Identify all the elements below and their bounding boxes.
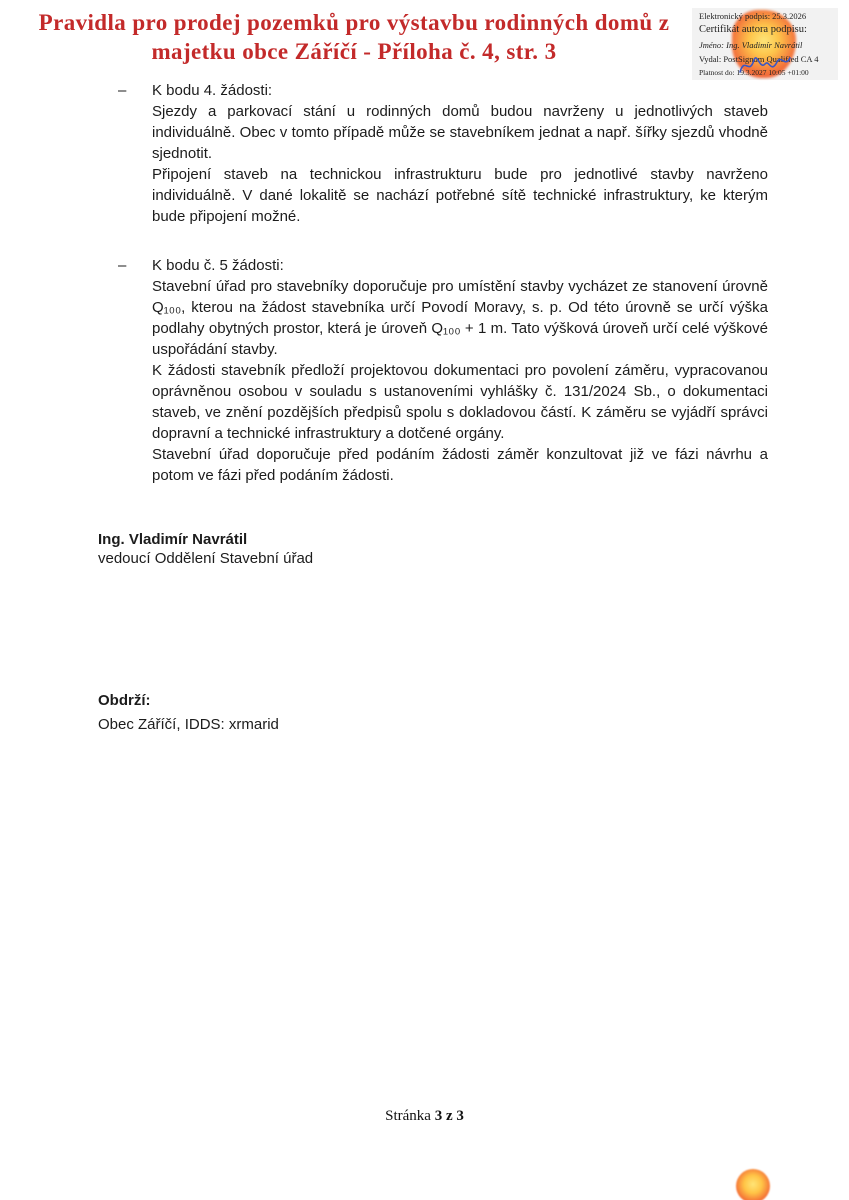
paragraph: Připojení staveb na technickou infrastrukturu bude pro jednotlivé stavby navrženo individuálně. V dané lokalitě se nachází potřebné sítě technické infrastruktury, ke kterým bude připojení možné. [152,166,768,225]
stamp-line-certificate: Certifikát autora podpisu: [699,24,807,35]
recipients-block [98,691,279,735]
footer-label: Stránka [385,1108,431,1124]
bullet-item-point-5 [118,255,768,486]
recipient-line: Obec Záříčí, IDDS: xrmarid [98,716,279,733]
paragraph: K žádosti stavebník předloží projektovou dokumentaci pro povolení záměru, vypracovanou oprávněnou osobou v souladu s ustanoveními vyhlášky č. 131/2024 Sb., o dokumentaci staveb, ve znění pozdějších předpisů spolu s dokladovou částí. K záměru se vyjádří správci dopravní a technické infrastruktury a dotčené orgány. [152,362,768,442]
page-number: 3 z 3 [434,1108,464,1124]
bullet-marker: – [118,82,127,99]
signature-block [98,530,313,568]
bullet-marker: – [118,257,127,274]
bullet-content [152,80,768,227]
stamp-line-signature-date: Elektronický podpis: 25.3.2026 [699,11,807,21]
page-footer [0,1108,849,1125]
electronic-signature-panel [692,8,838,80]
bullet-item-point-4 [118,80,768,227]
document-title: Pravidla pro prodej pozemků pro výstavbu rodinných domů z majetku obce Záříčí - Příloha č. 4, str. 3 [38,10,670,64]
page-bottom-seal-icon [736,1169,770,1200]
stamp-line-validity: Platnost do: 19.3.2027 10:05 +01:00 [699,68,809,77]
bullet-heading: K bodu č. 5 žádosti: [152,257,284,274]
bullet-heading: K bodu 4. žádosti: [152,82,273,99]
handwritten-signature-icon [736,50,794,80]
signer-name: Ing. Vladimír Navrátil [98,531,248,548]
bullet-content [152,255,768,486]
stamp-line-issuer: Vydal: PostSignum Qualified CA 4 [699,54,819,64]
paragraph: Stavební úřad doporučuje před podáním žádosti záměr konzultovat již ve fázi návrhu a potom ve fázi před podáním žádosti. [152,446,768,484]
stamp-line-name: Jméno: Ing. Vladimír Navrátil [699,40,803,50]
paragraph: Stavební úřad pro stavebníky doporučuje pro umístění stavby vycházet ze stanovení úrovně Q₁₀₀, kterou na žádost stavebníka určí Povodí Moravy, s. p. Od této úrovně se určí výška podlahy obytných prostor, která je úroveň Q₁₀₀ + 1 m. Tato výšková úroveň určí celé výškové uspořádání stavby. [152,278,768,358]
signer-role: vedoucí Oddělení Stavební úřad [98,550,314,567]
recipients-heading: Obdrží: [98,692,151,709]
document-body [118,80,768,486]
paragraph: Sjezdy a parkovací stání u rodinných domů budou navrženy u jednotlivých staveb individuálně. Obec v tomto případě může se stavebníkem jednat a např. šířky sjezdů vhodně sjednotit. [152,103,768,162]
